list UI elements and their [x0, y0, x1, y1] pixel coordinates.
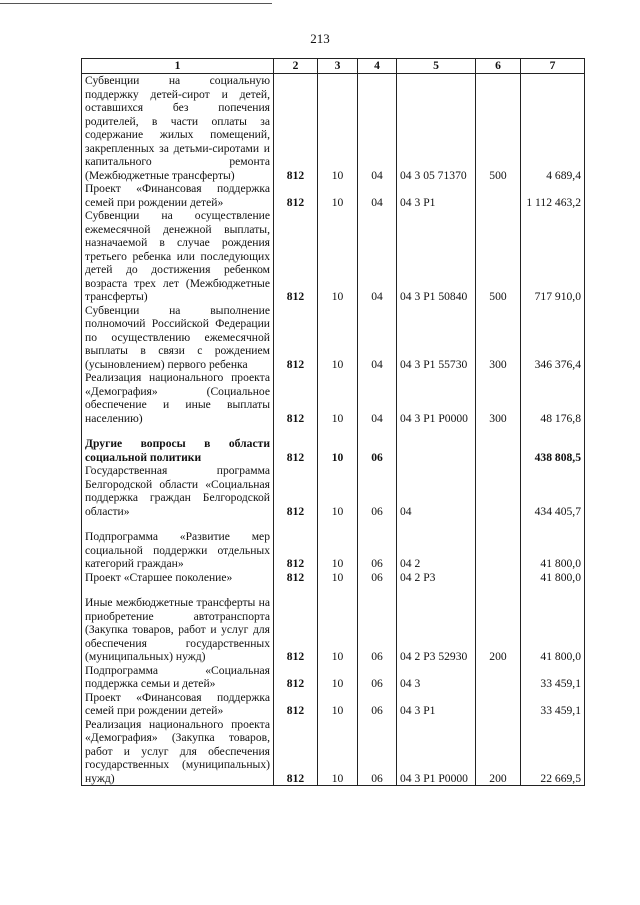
row-vr [476, 664, 521, 691]
table-row [82, 209, 585, 304]
row-name: Проект «Финансовая поддержка семей при рождении детей» [82, 691, 274, 718]
row-ved: 812 [274, 304, 318, 372]
row-pr: 04 [358, 74, 397, 183]
row-sum: 4 689,4 [521, 74, 585, 183]
row-csr: 04 2 P3 [397, 571, 476, 597]
row-vr [476, 464, 521, 530]
table-row [82, 571, 585, 597]
row-ved: 812 [274, 182, 318, 209]
row-ved: 812 [274, 691, 318, 718]
table-header-row [82, 59, 585, 74]
table-row [82, 304, 585, 372]
row-sum: 33 459,1 [521, 664, 585, 691]
row-rz: 10 [318, 464, 358, 530]
row-ved: 812 [274, 596, 318, 664]
row-csr: 04 3 P1 [397, 182, 476, 209]
row-csr: 04 3 P1 [397, 691, 476, 718]
budget-table [81, 58, 585, 786]
row-vr [476, 530, 521, 571]
row-csr: 04 3 P1 50840 [397, 209, 476, 304]
row-rz: 10 [318, 437, 358, 464]
row-sum: 41 800,0 [521, 596, 585, 664]
row-csr: 04 2 [397, 530, 476, 571]
table-row [82, 182, 585, 209]
row-rz: 10 [318, 664, 358, 691]
row-rz: 10 [318, 596, 358, 664]
table-row [82, 530, 585, 571]
row-csr: 04 [397, 464, 476, 530]
row-vr: 300 [476, 304, 521, 372]
row-ved: 812 [274, 371, 318, 437]
row-csr: 04 3 [397, 664, 476, 691]
row-sum: 434 405,7 [521, 464, 585, 530]
row-pr: 04 [358, 304, 397, 372]
row-ved: 812 [274, 718, 318, 786]
header-col-6: 6 [476, 59, 521, 74]
header-col-2: 2 [274, 59, 318, 74]
row-vr [476, 182, 521, 209]
row-name: Проект «Старшее поколение» [82, 571, 274, 597]
row-sum: 41 800,0 [521, 530, 585, 571]
header-col-7: 7 [521, 59, 585, 74]
row-sum: 438 808,5 [521, 437, 585, 464]
row-sum: 33 459,1 [521, 691, 585, 718]
row-name: Субвенции на социальную поддержку детей-сирот и детей, оставшихся без попечения родителей, в части оплаты за содержание жилых помещений, закрепленных за детьми-сиротами и капитального ремонта (Межбюджетные трансферты) [82, 74, 274, 183]
row-pr: 06 [358, 530, 397, 571]
row-name: Государственная программа Белгородской области «Социальная поддержка граждан Белгородской области» [82, 464, 274, 530]
row-pr: 06 [358, 464, 397, 530]
table-row [82, 371, 585, 437]
row-csr: 04 2 P3 52930 [397, 596, 476, 664]
row-pr: 04 [358, 182, 397, 209]
row-vr: 200 [476, 596, 521, 664]
row-vr: 300 [476, 371, 521, 437]
row-sum: 41 800,0 [521, 571, 585, 597]
page-number: 213 [310, 31, 330, 46]
row-sum: 22 669,5 [521, 718, 585, 786]
row-rz: 10 [318, 718, 358, 786]
table-row [82, 664, 585, 691]
row-rz: 10 [318, 182, 358, 209]
row-pr: 04 [358, 209, 397, 304]
row-name: Субвенции на осуществление ежемесячной денежной выплаты, назначаемой в случае рождения третьего ребенка или последующих детей до достижения ребенком возраста трех лет (Межбюджетные трансферты) [82, 209, 274, 304]
row-sum: 48 176,8 [521, 371, 585, 437]
row-name: Иные межбюджетные трансферты на приобретение автотранспорта (Закупка товаров, работ и услуг для обеспечения государственных (муниципальных) нужд) [82, 596, 274, 664]
row-sum: 1 112 463,2 [521, 182, 585, 209]
row-vr: 200 [476, 718, 521, 786]
row-ved: 812 [274, 437, 318, 464]
row-ved: 812 [274, 74, 318, 183]
row-rz: 10 [318, 74, 358, 183]
row-vr [476, 571, 521, 597]
row-rz: 10 [318, 304, 358, 372]
row-csr: 04 3 05 71370 [397, 74, 476, 183]
row-rz: 10 [318, 691, 358, 718]
row-name: Субвенции на выполнение полномочий Российской Федерации по осуществлению ежемесячной выплаты в связи с рождением (усыновлением) первого ребенка [82, 304, 274, 372]
row-csr: 04 3 P1 55730 [397, 304, 476, 372]
row-pr: 06 [358, 691, 397, 718]
row-vr [476, 691, 521, 718]
row-sum: 717 910,0 [521, 209, 585, 304]
row-name: Реализация национального проекта «Демография» (Закупка товаров, работ и услуг для обеспечения государственных (муниципальных) нужд) [82, 718, 274, 786]
table-row [82, 464, 585, 530]
table-row [82, 718, 585, 786]
row-pr: 06 [358, 571, 397, 597]
row-vr: 500 [476, 74, 521, 183]
row-rz: 10 [318, 571, 358, 597]
table-row [82, 74, 585, 183]
row-pr: 06 [358, 437, 397, 464]
row-ved: 812 [274, 530, 318, 571]
row-name: Подпрограмма «Развитие мер социальной поддержки отдельных категорий граждан» [82, 530, 274, 571]
row-name: Проект «Финансовая поддержка семей при рождении детей» [82, 182, 274, 209]
table-row-section-heading [82, 437, 585, 464]
table-row [82, 596, 585, 664]
row-pr: 06 [358, 664, 397, 691]
row-pr: 06 [358, 718, 397, 786]
header-col-4: 4 [358, 59, 397, 74]
header-col-1: 1 [82, 59, 274, 74]
row-csr [397, 437, 476, 464]
row-pr: 06 [358, 596, 397, 664]
row-ved: 812 [274, 664, 318, 691]
row-rz: 10 [318, 530, 358, 571]
row-csr: 04 3 P1 P0000 [397, 371, 476, 437]
row-vr: 500 [476, 209, 521, 304]
row-name: Реализация национального проекта «Демография» (Социальное обеспечение и иные выплаты населению) [82, 371, 274, 437]
row-rz: 10 [318, 209, 358, 304]
row-ved: 812 [274, 464, 318, 530]
header-col-5: 5 [397, 59, 476, 74]
row-ved: 812 [274, 571, 318, 597]
row-ved: 812 [274, 209, 318, 304]
row-rz: 10 [318, 371, 358, 437]
top-rule [0, 3, 272, 4]
row-name: Подпрограмма «Социальная поддержка семьи и детей» [82, 664, 274, 691]
row-vr [476, 437, 521, 464]
table-row [82, 691, 585, 718]
row-pr: 04 [358, 371, 397, 437]
row-name: Другие вопросы в области социальной политики [82, 437, 274, 464]
row-csr: 04 3 P1 P0000 [397, 718, 476, 786]
header-col-3: 3 [318, 59, 358, 74]
row-sum: 346 376,4 [521, 304, 585, 372]
